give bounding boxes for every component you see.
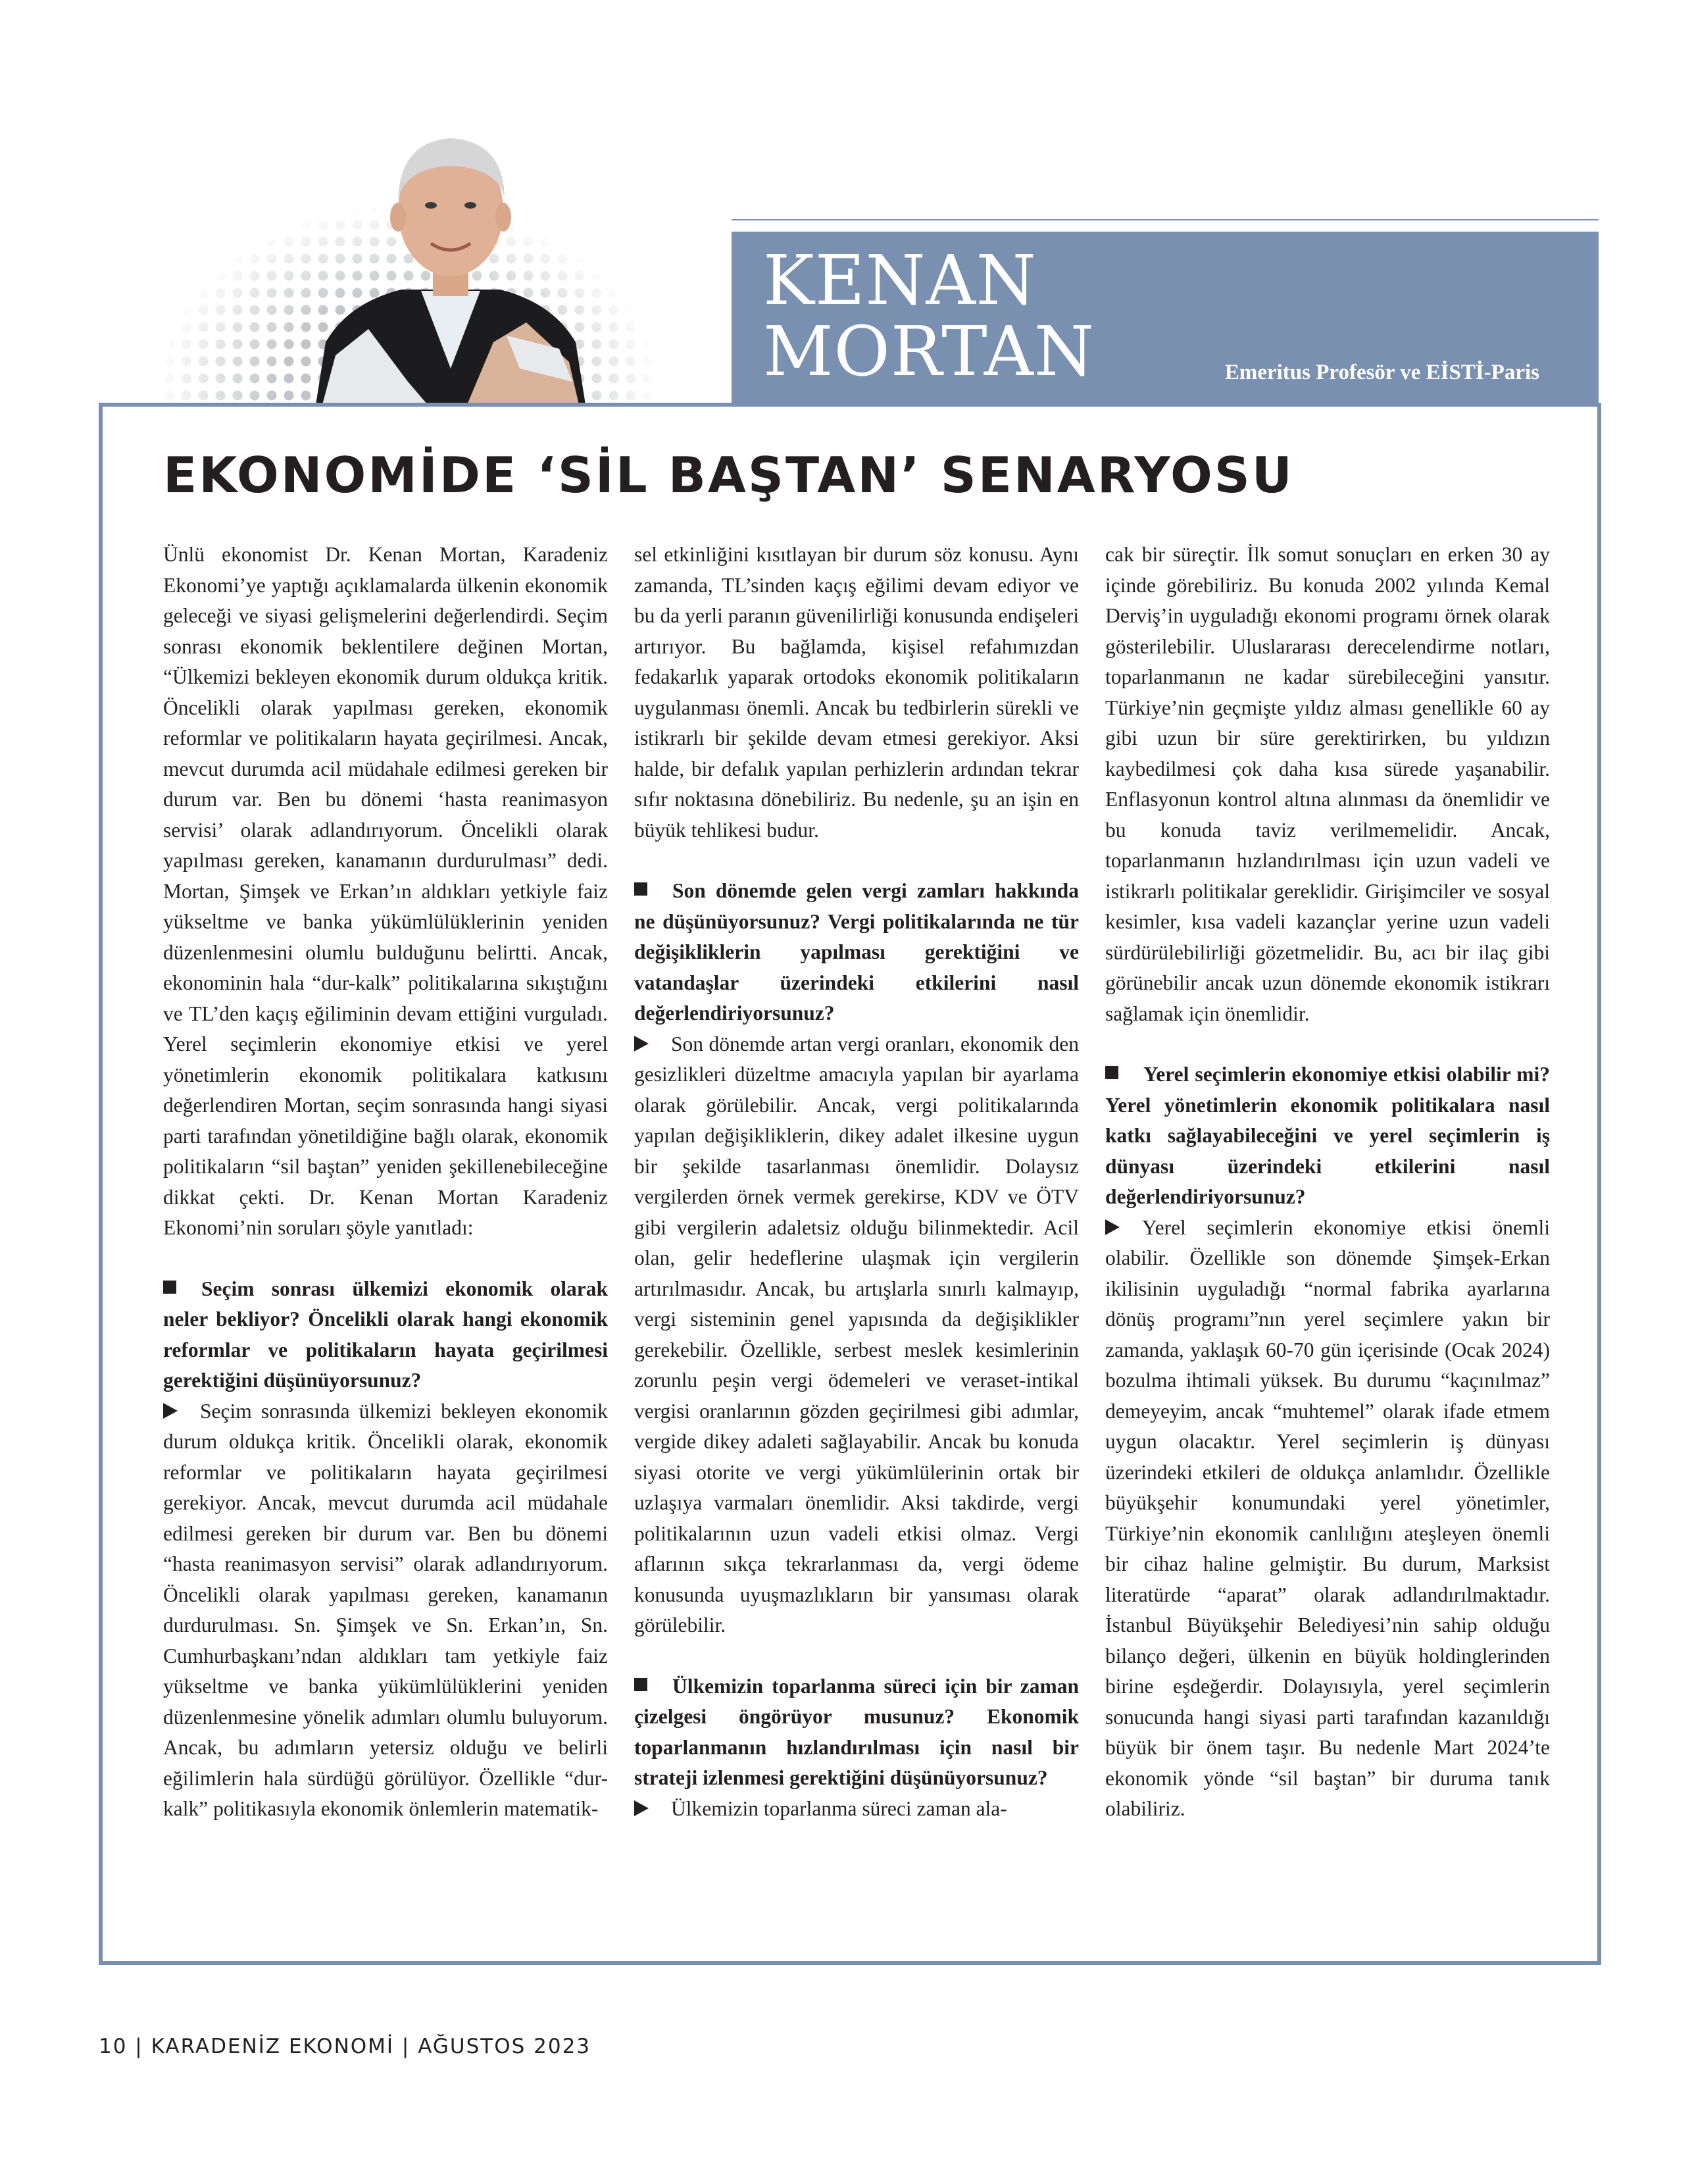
square-bullet-icon: [634, 882, 647, 896]
answer-3: [634, 1794, 1079, 1825]
question-2: [634, 876, 1079, 1029]
answer-1-continued: sel etkinliğini kısıtlayan bir durum söz konusu. Aynı zamanda, TL’sinden kaçış eğilimi devam ediyor ve bu da yerli paranın güvenilirliği konusunda endişeleri artırıyor. Bu bağlamda, kişisel refahımızdan fedakarlık yaparak ortodoks ekonomik politikaların uygulanması önemli. Ancak bu tedbirlerin sürekli ve istikrarlı bir şekilde devam etmesi gerekiyor. Aksi halde, bir defalık yapılan perhizlerin ardından tekrar sıfır noktasına dönebiliriz. Bu nedenle, şu an işin en büyük tehlikesi budur.: [634, 543, 1079, 842]
answer-2-text: Son dönemde artan vergi oranları, ekonomik den gesizlikleri düzeltme amacıyla yapılan bir ayarlama olarak görülebilir. Ancak, vergi politikalarında yapılan değişikliklerin, dikey adalet ilkesine uygun bir şekilde tasarlanması önemlidir. Dolaysız vergilerden örnek vermek gerekirse, KDV ve ÖTV gibi vergilerin adaletsiz olduğu bilinmektedir. Acil olan, gelir hedeflerine ulaşmak için vergilerin artırılmasıdır. Ancak, bu artışlarla sınırlı kalmayıp, vergi sisteminin genel yapısında da değişiklikler gerekebilir. Özellikle, serbest meslek kesimlerinin zorunlu peşin vergi ödemeleri ve veraset-intikal vergisi oranlarının gözden geçirilmesi gibi adımlar, vergide dikey adaleti sağlayabilir. Ancak bu konuda siyasi otorite ve vergi yükümlülerinin ortak bir uzlaşıya varmaları önemlidir. Aksi takdirde, vergi politikalarının uzun vadeli etkisi olmaz. Vergi aflarının sıkça tekrarlanması da, vergi ödeme konusunda uyuşmazlıkların bir yansıması olarak görülebilir.: [634, 1032, 1079, 1637]
article-column-3: [1105, 540, 1550, 1825]
question-3: [634, 1671, 1079, 1794]
triangle-bullet-icon: [1105, 1219, 1120, 1235]
answer-2: [634, 1029, 1079, 1641]
article-column-1: [163, 540, 608, 1825]
answer-3-continued: cak bir süreçtir. İlk somut sonuçları en erken 30 ay içinde görebiliriz. Bu konuda 2002 yılında Kemal Derviş’in uyguladığı ekonomi programı örnek olarak gösterilebilir. Uluslararası derecelendirme notları, toparlanmanın ne kadar sürebileceğini yansıtır. Türkiye’nin geçmişte yıldız alması genellikle 60 ay gibi uzun bir süre gerektirirken, bu yıldızın kaybedilmesi çok daha kısa sürede yaşanabilir. Enflasyonun kontrol altına alınması da önemlidir ve bu konuda taviz verilmemelidir. Ancak, toparlanmanın hızlandırılması için uzun vadeli ve istikrarlı politikalar gereklidir. Girişimciler ve sosyal kesimler, kısa vadeli kazançlar yerine uzun vadeli sürdürülebilirliği gözetmelidir. Bu, acı bir ilaç gibi görünebilir ancak uzun dönemde ekonomik istikrarı sağlamak için önemlidir.: [1105, 543, 1550, 1025]
square-bullet-icon: [163, 1281, 176, 1294]
square-bullet-icon: [634, 1678, 647, 1691]
author-portrait: [309, 105, 592, 405]
answer-1: [163, 1396, 608, 1825]
triangle-bullet-icon: [634, 1800, 649, 1816]
header-rule: [732, 219, 1599, 220]
author-first-name: KENAN: [763, 240, 1037, 320]
article-title: EKONOMİDE ‘SİL BAŞTAN’ SENARYOSU: [163, 446, 1294, 504]
answer-1-text: Seçim sonrasında ülkemizi bekleyen ekonomik durum oldukça kritik. Öncelikli olarak, ekonomik reformlar ve politikaların hayata geçirilmesi gerekiyor. Ancak, mevcut durumda acil müdahale edilmesi gereken bir durum var. Ben bu dönemi “hasta reanimasyon servisi” olarak adlandırıyorum. Öncelikli olarak yapılması gereken, kanamanın durdurulması. Sn. Şimşek ve Sn. Erkan’ın, Sn. Cumhurbaşkanı’ndan aldıkları tam yetkiyle faiz yükseltme ve banka yükümlülüklerini yeniden düzenlenmesine yönelik adımları olumlu buluyorum. Ancak, bu adımların yetersiz olduğu ve belirli eğilimlerin hala sürdüğü görülüyor. Özellikle “dur-kalk” politikasıyla ekonomik önlemlerin matematik-: [163, 1399, 608, 1820]
triangle-bullet-icon: [634, 1036, 649, 1052]
answer-4-text: Yerel seçimlerin ekonomiye etkisi önemli olabilir. Özellikle son dönemde Şimşek-Erkan ikilisinin uyguladığı “normal fabrika ayarlarına dönüş programı”nın yerel seçimlere yakın bir zamanda, yaklaşık 60-70 gün içerisinde (Ocak 2024) bozulma ihtimali yüksek. Bu durumu “kaçınılmaz” demeyeyim, ancak “muhtemel” olarak ifade etmem uygun olacaktır. Yerel seçimlerin iş dünyası üzerindeki etkileri de oldukça anlamlıdır. Özellikle büyükşehir konumundaki yerel yönetimler, Türkiye’nin ekonomik canlılığını ateşleyen önemli bir cihaz haline gelmiştir. Bu durum, Marksist literatürde “aparat” olarak adlandırılmaktadır. İstanbul Büyükşehir Belediyesi’nin sahip olduğu bilanço değeri, ülkenin en büyük holdinglerinden birine eşdeğerdir. Dolayısıyla, yerel seçimlerin sonucunda hangi siyasi parti tarafından kazanıldığı büyük bir önem taşır. Bu nedenle Mart 2024’te ekonomik yönde “sil baştan” bir duruma tanık olabiliriz.: [1105, 1215, 1550, 1820]
question-4-text: Yerel seçimlerin ekonomiye etkisi olabilir mi? Yerel yönetimlerin ekonomik politikalara nasıl katkı sağlayabileceğini ve yerel seçimlerin iş dünyası üzerindeki etkilerini nasıl değerlendiriyorsunuz?: [1105, 1063, 1550, 1208]
question-1: [163, 1274, 608, 1396]
answer-4: [1105, 1213, 1550, 1825]
question-4: [1105, 1059, 1550, 1213]
answer-3-text: Ülkemizin toparlanma süreci zaman ala-: [671, 1796, 1007, 1820]
article-frame: [99, 403, 1601, 1965]
square-bullet-icon: [1105, 1066, 1118, 1079]
question-2-text: Son dönemde gelen vergi zamları hakkında ne düşünüyorsunuz? Vergi politikalarında ne tür değişikliklerin yapılması gerektiğini ve vatandaşlar üzerindeki etkilerini nasıl değerlendiriyorsunuz?: [634, 879, 1079, 1025]
page-footer: 10 | KARADENİZ EKONOMİ | AĞUSTOS 2023: [99, 2035, 591, 2058]
author-header: [732, 232, 1599, 403]
triangle-bullet-icon: [163, 1403, 178, 1419]
question-3-text: Ülkemizin toparlanma süreci için bir zaman çizelgesi öngörüyor musunuz? Ekonomik toparlanmanın hızlandırılması için nasıl bir strateji izlenmesi gerektiğini düşünüyorsunuz?: [634, 1674, 1079, 1789]
author-role: Emeritus Profesör ve EİSTİ-Paris: [1224, 361, 1539, 384]
article-column-2: [634, 540, 1079, 1824]
question-1-text: Seçim sonrası ülkemizi ekonomik olarak neler bekliyor? Öncelikli olarak hangi ekonomik reformlar ve politikaların hayata geçirilmesi gerektiğini düşünüyorsunuz?: [163, 1277, 608, 1392]
author-last-name: MORTAN: [763, 311, 1095, 392]
article-intro: Ünlü ekonomist Dr. Kenan Mortan, Karadeniz Ekonomi’ye yaptığı açıklamalarda ülkenin ekonomik geleceği ve siyasi gelişmelerini değerlendirdi. Seçim sonrası ekonomik beklentilere değinen Mortan, “Ülkemizi bekleyen ekonomik durum oldukça kritik. Öncelikli olarak yapılması gereken, ekonomik reformlar ve politikaların hayata geçirilmesi. Ancak, mevcut durumda acil müdahale edilmesi gereken bir durum var. Ben bu dönemi ‘hasta reanimasyon servisi’ olarak adlandırıyorum. Öncelikli olarak yapılması gereken, kanamanın durdurulması” dedi. Mortan, Şimşek ve Erkan’ın aldıkları yetkiyle faiz yükseltme ve banka yükümlülüklerinin yeniden düzenlenmesini olumlu bulduğunu belirtti. Ancak, ekonominin hala “dur-kalk” politikalarına sıkıştığını ve TL’den kaçış eğiliminin devam ettiğini vurguladı. Yerel seçimlerin ekonomiye etkisi ve yerel yönetimlerin ekonomik politikalara katkısını değerlendiren Mortan, seçim sonrasında hangi siyasi parti tarafından yönetildiğine bağlı olarak, ekonomik politikaların “sil baştan” yeniden şekillenebileceğine dikkat çekti. Dr. Kenan Mortan Karadeniz Ekonomi’nin soruları şöyle yanıtladı:: [163, 543, 608, 1239]
